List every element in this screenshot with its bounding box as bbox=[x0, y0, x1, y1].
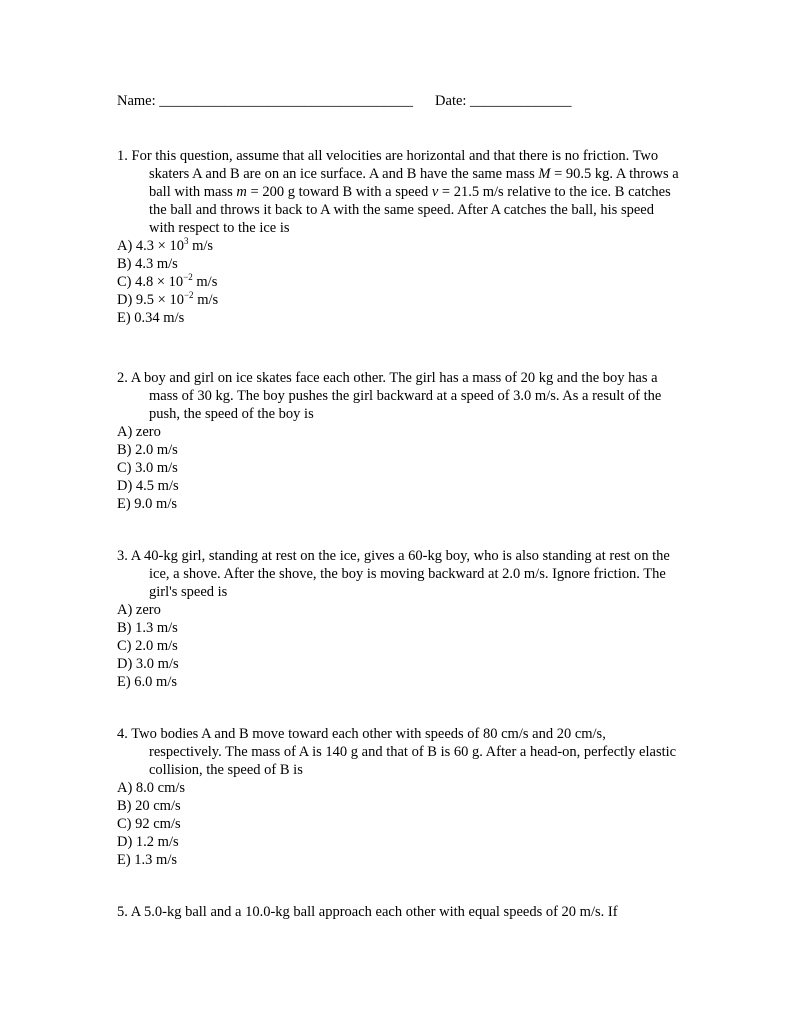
question-2 bbox=[117, 369, 682, 513]
question-2-stem: 2. A boy and girl on ice skates face each other. The girl has a mass of 20 kg and the boy has a mass of 30 kg. The boy pushes the girl backward at a speed of 3.0 m/s. As a result of the push, the speed of the boy is bbox=[117, 370, 662, 422]
answer-option[interactable]: E) 9.0 m/s bbox=[117, 496, 178, 512]
answer-option[interactable]: D) 3.0 m/s bbox=[117, 656, 179, 672]
question-1 bbox=[117, 147, 682, 327]
answer-option[interactable]: C) 92 cm/s bbox=[117, 816, 181, 832]
answer-option[interactable]: D) 4.5 m/s bbox=[117, 478, 179, 494]
question-3-options bbox=[117, 601, 682, 691]
question-1-options bbox=[117, 237, 682, 327]
date-field[interactable]: Date: ______________ bbox=[435, 93, 572, 109]
answer-option[interactable]: B) 2.0 m/s bbox=[117, 442, 178, 458]
question-3 bbox=[117, 547, 682, 691]
question-number: 1. bbox=[117, 148, 128, 164]
question-number: 5. bbox=[117, 904, 128, 920]
answer-option[interactable]: A) 8.0 cm/s bbox=[117, 780, 186, 796]
answer-option[interactable]: A) zero bbox=[117, 424, 161, 440]
answer-option[interactable]: C) $4.8 \times 10^{-2}$ m/s bbox=[117, 272, 218, 290]
answer-option[interactable]: C) 2.0 m/s bbox=[117, 638, 178, 654]
header-line bbox=[117, 92, 572, 110]
answer-option[interactable]: E) 1.3 m/s bbox=[117, 852, 178, 868]
question-1-stem: 1. For this question, assume that all velocities are horizontal and that there is no friction. Two skaters A and B are on an ice surface. A and B have the same mass M = 90.5 kg. A throws a ball with mass m = 200 g toward B with a speed v = 21.5 m/s relative to the ice. B catches the ball and throws it back to A with the same speed. After A catches the ball, his speed with respect to the ice is bbox=[117, 148, 679, 236]
question-5-stem: 5. A 5.0-kg ball and a 10.0-kg ball approach each other with equal speeds of 20 m/s. If bbox=[117, 904, 618, 920]
answer-option[interactable]: C) 3.0 m/s bbox=[117, 460, 178, 476]
answer-option[interactable]: B) 20 cm/s bbox=[117, 798, 181, 814]
name-field[interactable]: Name: ___________________________________ bbox=[117, 93, 414, 109]
answer-option[interactable]: E) 0.34 m/s bbox=[117, 310, 185, 326]
question-number: 4. bbox=[117, 726, 128, 742]
answer-option[interactable]: E) 6.0 m/s bbox=[117, 674, 178, 690]
question-3-stem: 3. A 40-kg girl, standing at rest on the ice, gives a 60-kg boy, who is also standing at rest on the ice, a shove. After the shove, the boy is moving backward at 2.0 m/s. Ignore friction. The girl's speed is bbox=[117, 548, 670, 600]
answer-option[interactable]: D) 1.2 m/s bbox=[117, 834, 179, 850]
answer-option[interactable]: B) 4.3 m/s bbox=[117, 256, 178, 272]
question-number: 2. bbox=[117, 370, 128, 386]
question-number: 3. bbox=[117, 548, 128, 564]
answer-option[interactable]: A) $4.3 \times 10^3$ m/s bbox=[117, 236, 214, 254]
question-4-stem: 4. Two bodies A and B move toward each other with speeds of 80 cm/s and 20 cm/s, respectively. The mass of A is 140 g and that of B is 60 g. After a head-on, perfectly elastic collision, the speed of B is bbox=[117, 726, 677, 778]
answer-option[interactable]: D) $9.5 \times 10^{-2}$ m/s bbox=[117, 290, 219, 308]
question-4 bbox=[117, 725, 682, 869]
question-5 bbox=[117, 903, 682, 921]
question-4-options bbox=[117, 779, 682, 869]
answer-option[interactable]: A) zero bbox=[117, 602, 161, 618]
question-2-options bbox=[117, 423, 682, 513]
answer-option[interactable]: B) 1.3 m/s bbox=[117, 620, 178, 636]
